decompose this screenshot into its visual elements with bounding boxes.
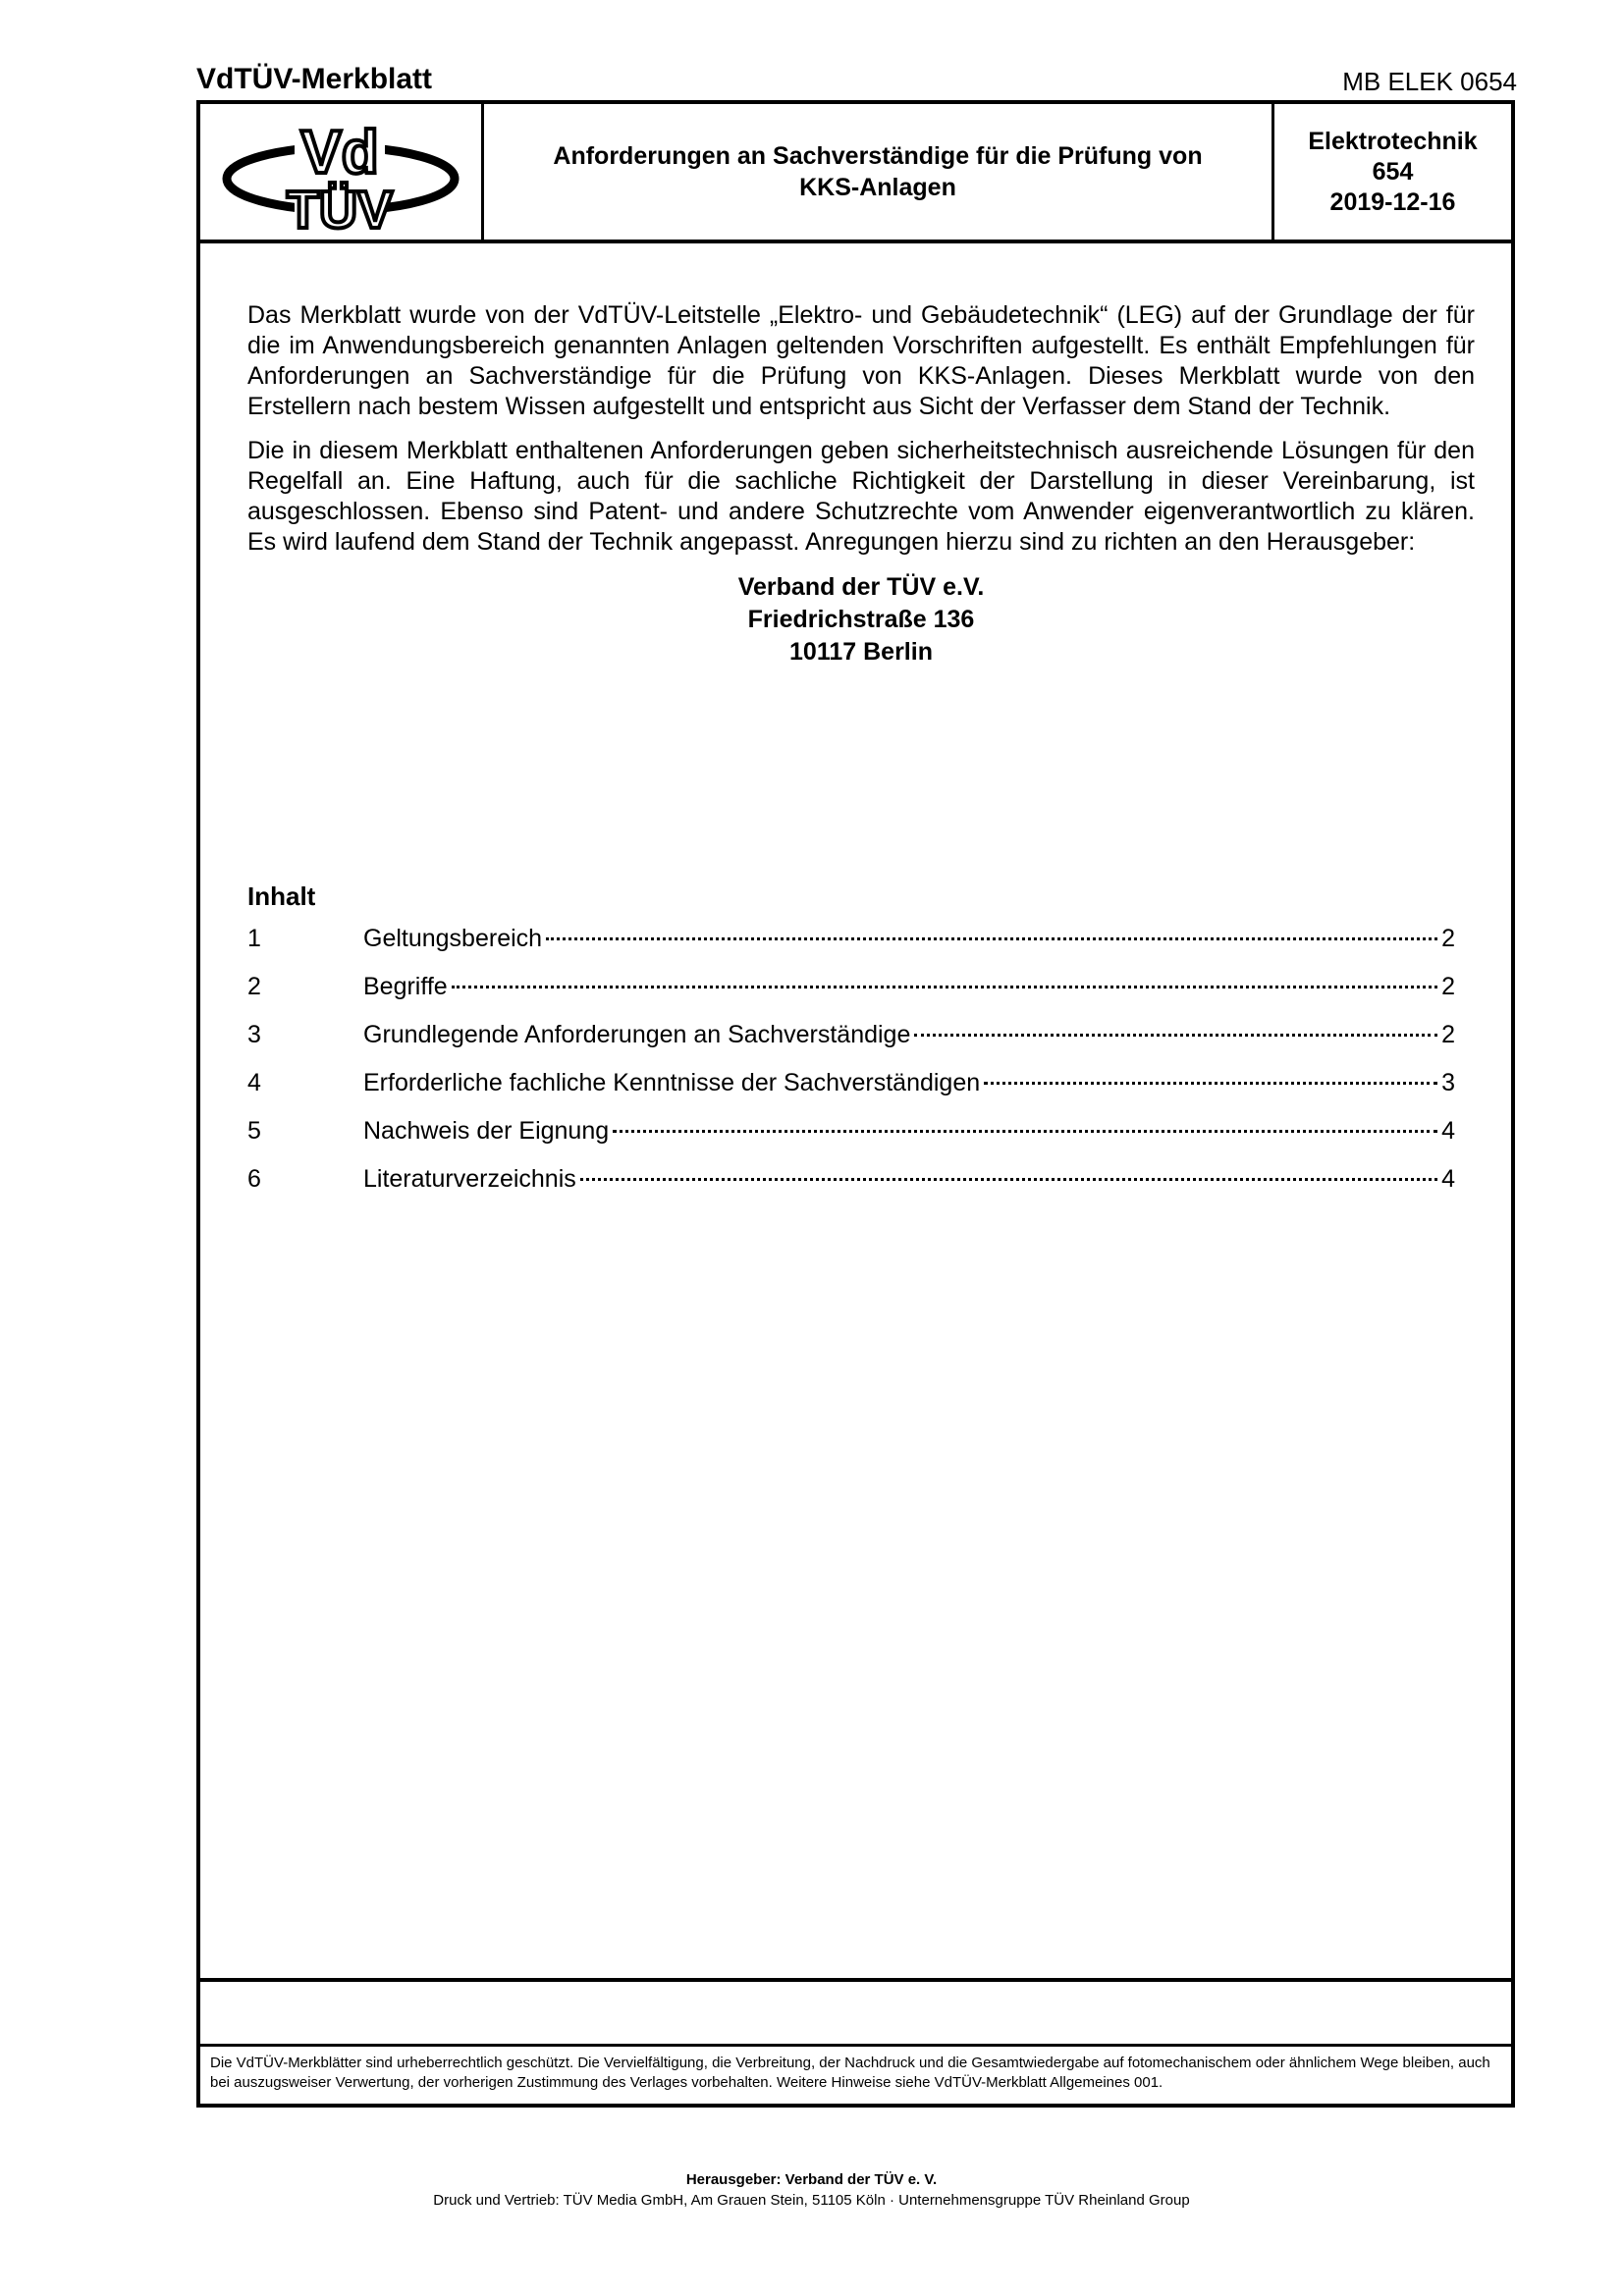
- toc-item-number: 1: [247, 925, 261, 952]
- toc-item-number: 2: [247, 973, 261, 1000]
- logo-text-top: Vd: [300, 119, 379, 187]
- toc-item-page: 2: [1441, 1021, 1455, 1048]
- document-date: 2019-12-16: [1329, 187, 1456, 216]
- toc-item-number: 4: [247, 1069, 261, 1096]
- toc-item-page: 4: [1441, 1165, 1455, 1193]
- document-code: MB ELEK 0654: [1342, 67, 1517, 96]
- address-line-1: Verband der TÜV e.V.: [737, 573, 985, 601]
- toc-item-title: Begriffe: [363, 973, 448, 1000]
- toc-item-number: 3: [247, 1021, 261, 1048]
- address-line-3: 10117 Berlin: [789, 638, 933, 666]
- document-number: 654: [1372, 157, 1414, 186]
- toc-item-title: Geltungsbereich: [363, 925, 543, 952]
- document-title-line1: Anforderungen an Sachverständige für die Prüfung von: [553, 142, 1203, 170]
- toc-item-page: 2: [1441, 925, 1455, 952]
- toc-item-title: Nachweis der Eignung: [363, 1117, 610, 1145]
- toc-leader-dots: [546, 937, 1437, 940]
- toc-item[interactable]: [247, 973, 1455, 1021]
- toc-item-page: 2: [1441, 973, 1455, 1000]
- toc-item-page: 4: [1441, 1117, 1455, 1145]
- toc-item[interactable]: [247, 1021, 1455, 1069]
- toc-item-title: Erforderliche fachliche Kenntnisse der Sachverständigen: [363, 1069, 981, 1096]
- document-frame: [196, 100, 1515, 2108]
- footer-print-info: Druck und Vertrieb: TÜV Media GmbH, Am Grauen Stein, 51105 Köln · Unternehmensgruppe TÜV Rheinland Group: [433, 2192, 1190, 2209]
- toc-leader-dots: [580, 1178, 1437, 1181]
- toc-item-title: Grundlegende Anforderungen an Sachverständige: [363, 1021, 911, 1048]
- toc-leader-dots: [452, 986, 1437, 988]
- document-info-cell: [1274, 104, 1511, 240]
- logo-cell: [200, 104, 484, 240]
- toc-item-title: Literaturverzeichnis: [363, 1165, 576, 1193]
- document-category: Elektrotechnik: [1308, 127, 1478, 155]
- header-table: [200, 104, 1511, 243]
- intro-paragraph-2: Die in diesem Merkblatt enthaltenen Anforderungen geben sicherheitstechnisch ausreichende Lösungen für den Regelfall an. Eine Haftung, auch für die sachliche Richtigkeit der Darstellung in dieser Vereinbarung, ist ausgeschlossen. Ebenso sind Patent- und andere Schutzrechte vom Anwender eigenverantwortlich zu klären. Es wird laufend dem Stand der Technik angepasst. Anregungen hierzu sind zu richten an den Herausgeber:: [247, 437, 1475, 556]
- toc-leader-dots: [613, 1130, 1437, 1133]
- toc-item-page: 3: [1441, 1069, 1455, 1096]
- toc-item[interactable]: [247, 1165, 1455, 1213]
- publisher-address: [247, 571, 1475, 668]
- toc-item[interactable]: [247, 1117, 1455, 1165]
- document-title-cell: [484, 104, 1274, 240]
- logo-text-bottom: TÜV: [287, 181, 393, 240]
- footer-publisher: Herausgeber: Verband der TÜV e. V.: [685, 2171, 938, 2188]
- empty-notes-box: [200, 1978, 1511, 2047]
- intro-paragraph-1: Das Merkblatt wurde von der VdTÜV-Leitstelle „Elektro- und Gebäudetechnik“ (LEG) auf der Grundlage der für die im Anwendungsbereich genannten Anlagen geltenden Vorschriften aufgestellt. Es enthält Empfehlungen für Anforderungen an Sachverständige für die Prüfung von KKS-Anlagen. Dieses Merkblatt wurde von den Erstellern nach bestem Wissen aufgestellt und entspricht aus Sicht der Verfasser dem Stand der Technik.: [247, 301, 1475, 420]
- toc-heading: Inhalt: [247, 881, 316, 911]
- toc-item[interactable]: [247, 925, 1455, 973]
- toc-item[interactable]: [247, 1069, 1455, 1117]
- toc-item-number: 6: [247, 1165, 261, 1193]
- table-of-contents: [247, 925, 1455, 1213]
- intro-section: [247, 300, 1475, 668]
- document-title-line2: KKS-Anlagen: [799, 174, 956, 201]
- toc-leader-dots: [914, 1034, 1437, 1037]
- address-line-2: Friedrichstraße 136: [747, 606, 975, 633]
- toc-leader-dots: [984, 1082, 1437, 1085]
- copyright-notice: Die VdTÜV-Merkblätter sind urheberrechtlich geschützt. Die Vervielfältigung, die Verbreitung, der Nachdruck und die Gesamtwiedergabe auf fotomechanischem oder ähnlichem Wege bleiben, auch bei auszugsweiser Verwertung, der vorherigen Zustimmung des Verlages vorbehalten. Weitere Hinweise siehe VdTÜV-Merkblatt Allgemeines 001.: [210, 2055, 1490, 2091]
- vdtuev-logo: [200, 104, 480, 240]
- document-series-title: VdTÜV-Merkblatt: [196, 63, 433, 95]
- toc-item-number: 5: [247, 1117, 261, 1145]
